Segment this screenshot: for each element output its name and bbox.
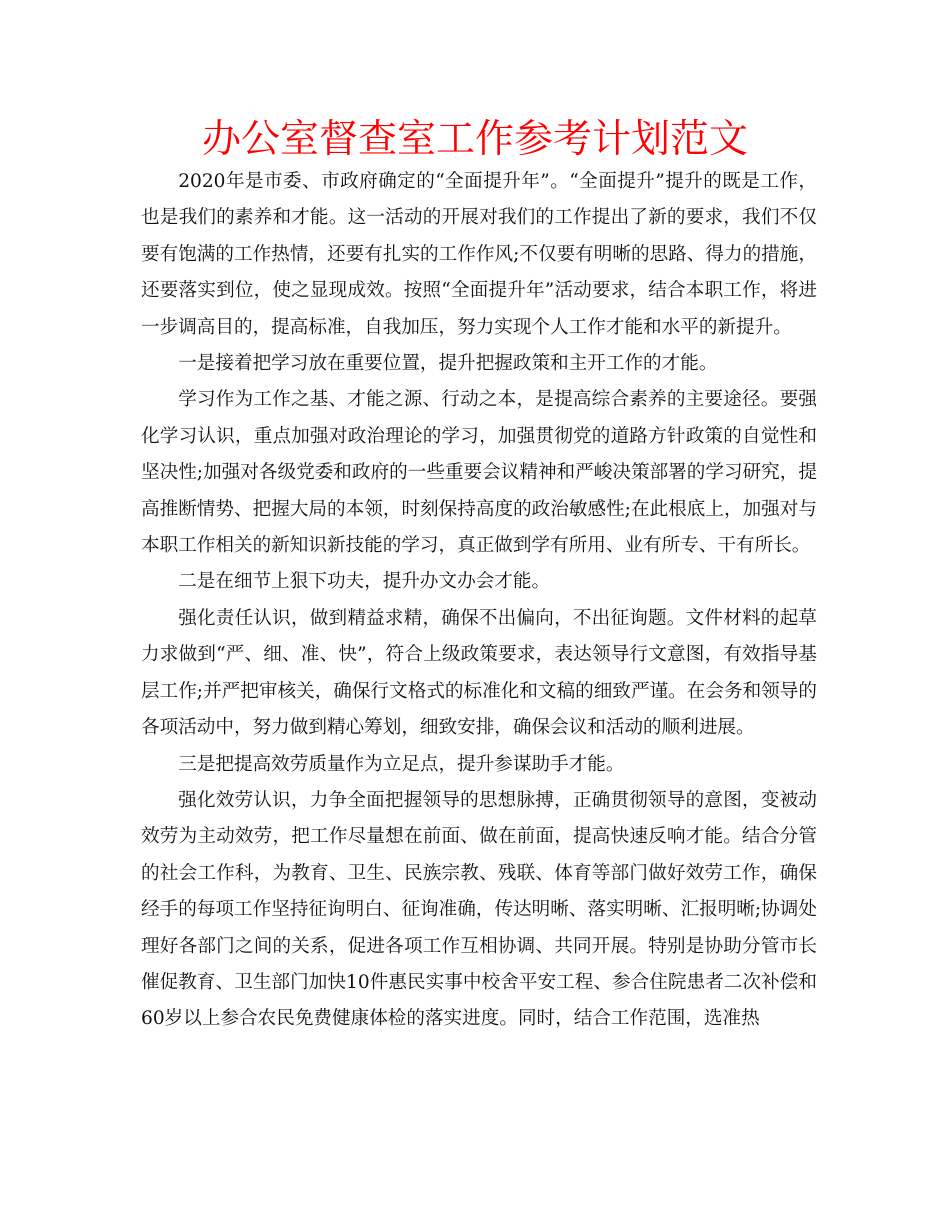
paragraph-heading-3: 三是把提高效劳质量作为立足点，提升参谋助手才能。 — [178, 753, 625, 775]
paragraph-detail: 强化责任认识，做到精益求精，确保不出偏向，不出征询题。文件材料的起草力求做到“严、细、准、快”，符合上级政策要求，表达领导行文意图，有效指导基层工作;并严把审核关，确保行文格式的标准化和文稿的细致严谨。在会务和领导的各项活动中，努力做到精心筹划，细致安排，确保会议和活动的顺利进展。 — [141, 607, 817, 739]
paragraph-study: 学习作为工作之基、才能之源、行动之本，是提高综合素养的主要途径。要强化学习认识，重点加强对政治理论的学习，加强贯彻党的道路方针政策的自觉性和坚决性;加强对各级党委和政府的一些重要会议精神和严峻决策部署的学习研究，提高推断情势、把握大局的本领，时刻保持高度的政治敏感性;在此根底上，加强对与本职工作相关的新知识新技能的学习，真正做到学有所用、业有所专、干有所长。 — [141, 389, 817, 557]
document-body — [141, 164, 817, 1038]
paragraph-intro: 2020年是市委、市政府确定的“全面提升年”。“全面提升”提升的既是工作，也是我们的素养和才能。这一活动的开展对我们的工作提出了新的要求，我们不仅要有饱满的工作热情，还要有扎实的工作作风;不仅要有明晰的思路、得力的措施，还要落实到位，使之显现成效。按照“全面提升年”活动要求，结合本职工作，将进一步调高目的，提高标准，自我加压，努力实现个人工作才能和水平的新提升。 — [141, 171, 817, 338]
paragraph-heading-2: 二是在细节上狠下功夫，提升办文办会才能。 — [178, 571, 551, 593]
paragraph-heading-1: 一是接着把学习放在重要位置，提升把握政策和主开工作的才能。 — [178, 353, 718, 375]
document-title: 办公室督查室工作参考计划范文 — [201, 117, 748, 162]
paragraph-service: 强化效劳认识，力争全面把握领导的思想脉搏，正确贯彻领导的意图，变被动效劳为主动效劳，把工作尽量想在前面、做在前面，提高快速反响才能。结合分管的社会工作科，为教育、卫生、民族宗教、残联、体育等部门做好效劳工作，确保经手的每项工作坚持征询明白、征询准确，传达明晰、落实明晰、汇报明晰;协调处理好各部门之间的关系，促进各项工作互相协调、共同开展。特别是协助分管市长催促教育、卫生部门加快10件惠民实事中校舍平安工程、参合住院患者二次补偿和60岁以上参合农民免费健康体检的落实进度。同时，结合工作范围，选准热 — [141, 789, 817, 1030]
